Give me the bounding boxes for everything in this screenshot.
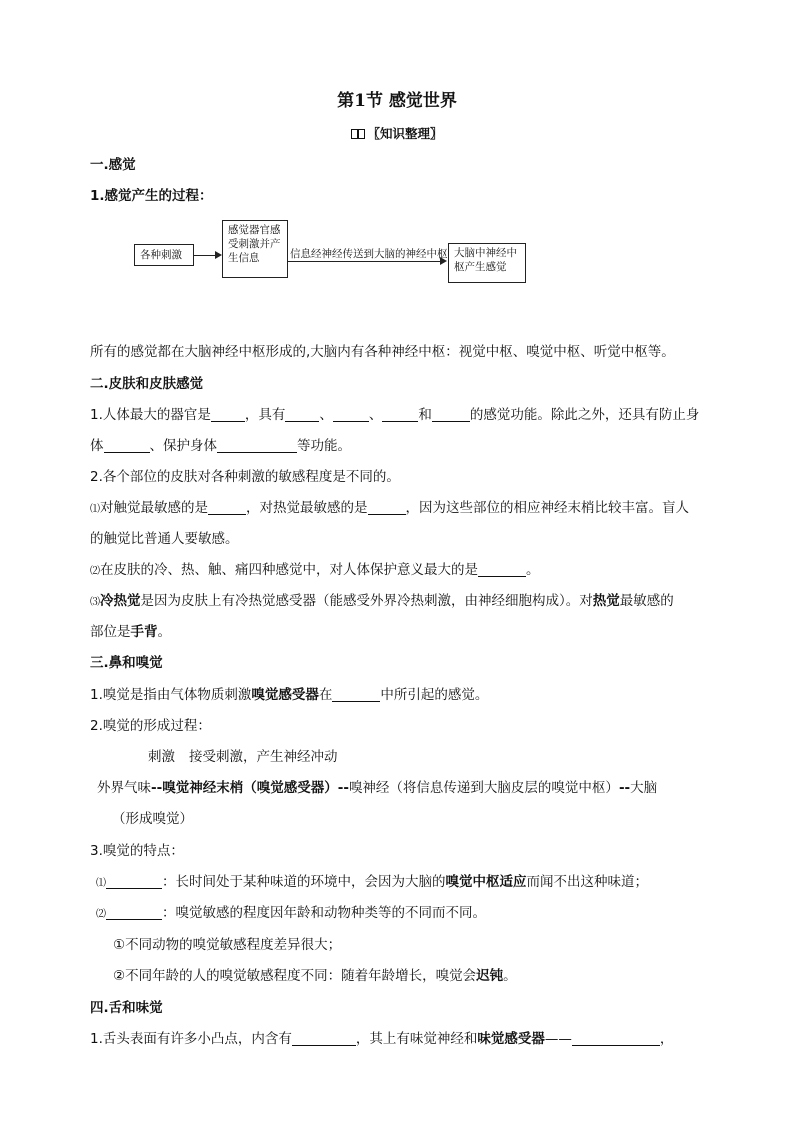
smell-q1: 1.嗅觉是指由气体物质刺激嗅觉感受器在 中所引起的感觉。	[90, 687, 489, 703]
question-1-1: 1.感觉产生的过程：	[90, 188, 213, 204]
arrow-right-icon	[215, 251, 222, 259]
flow-box-brain: 大脑中神经中枢产生感觉	[448, 243, 526, 283]
skin-q2: 2.各个部位的皮肤对各种刺激的敏感程度是不同的。	[90, 469, 400, 485]
skin-q2-1: ⑴对触觉最敏感的是 ，对热觉最敏感的是 ，因为这些部位的相应神经末梢比较丰富。盲人	[90, 500, 689, 516]
answer-blank[interactable]	[106, 874, 162, 889]
skin-q1-line2: 体 、保护身体 等功能。	[90, 438, 351, 454]
book-icon	[351, 129, 365, 139]
answer-blank[interactable]	[333, 407, 369, 422]
answer-blank[interactable]	[217, 438, 297, 453]
answer-blank[interactable]	[368, 500, 406, 515]
skin-q2-2: ⑵在皮肤的冷、热、触、痛四种感觉中，对人体保护意义最大的是 。	[90, 562, 540, 578]
arrow-right-icon	[440, 257, 447, 265]
heading-nose: 三.鼻和嗅觉	[90, 655, 163, 671]
skin-q2-1-cont: 的触觉比普通人要敏感。	[90, 531, 239, 547]
flow-box-receptor: 感觉器官感受刺激并产生信息	[222, 220, 288, 278]
answer-blank[interactable]	[572, 1031, 660, 1046]
heading-skin: 二.皮肤和皮肤感觉	[90, 376, 204, 392]
answer-blank[interactable]	[285, 407, 319, 422]
smell-q3-1: ⑴ ：长时间处于某种味道的环境中，会因为大脑的嗅觉中枢适应而闻不出这种味道；	[96, 874, 648, 890]
skin-q2-3-cont: 部位是手背。	[90, 624, 171, 640]
answer-blank[interactable]	[332, 687, 380, 702]
smell-q2: 2.嗅觉的形成过程：	[90, 718, 211, 734]
answer-blank[interactable]	[478, 562, 526, 577]
smell-q3-2-a: ①不同动物的嗅觉敏感程度差异很大；	[113, 937, 342, 953]
smell-q3-2-b: ②不同年龄的人的嗅觉敏感程度不同：随着年龄增长，嗅觉会迟钝。	[113, 968, 517, 984]
taste-q1: 1.舌头表面有许多小凸点，内含有 ，其上有味觉神经和味觉感受器—— ，	[90, 1031, 674, 1047]
flow-arrow-1	[194, 255, 216, 256]
answer-blank[interactable]	[106, 905, 162, 920]
page-title: 第1节 感觉世界	[337, 91, 457, 111]
flow-arrow-label: 信息经神经传送到大脑的神经中枢	[290, 248, 448, 260]
smell-process-end: （形成嗅觉）	[112, 811, 193, 827]
smell-process-labels: 刺激 接受刺激，产生神经冲动	[148, 749, 338, 765]
flow-box-stimuli: 各种刺激	[134, 244, 194, 266]
answer-blank[interactable]	[104, 438, 150, 453]
answer-blank[interactable]	[292, 1031, 356, 1046]
answer-blank[interactable]	[432, 407, 470, 422]
section-subtitle	[0, 124, 794, 142]
sensation-summary: 所有的感觉都在大脑神经中枢形成的,大脑内有各种神经中枢：视觉中枢、嗅觉中枢、听觉中枢等。	[90, 344, 675, 360]
smell-q3-2: ⑵ ：嗅觉敏感的程度因年龄和动物种类等的不同而不同。	[96, 905, 486, 921]
smell-process-chain: 外界气味--嗅觉神经末梢（嗅觉感受器）--嗅神经（将信息传递到大脑皮层的嗅觉中枢）--大脑	[97, 780, 658, 796]
answer-blank[interactable]	[382, 407, 418, 422]
subtitle-text: 〖知识整理〗	[367, 126, 443, 141]
answer-blank[interactable]	[208, 500, 246, 515]
answer-blank[interactable]	[211, 407, 245, 422]
heading-sensation: 一.感觉	[90, 157, 136, 173]
smell-q3: 3.嗅觉的特点：	[90, 843, 184, 859]
flow-arrow-2	[288, 261, 441, 262]
skin-q1-line1: 1.人体最大的器官是 ，具有 、 、 和 的感觉功能。除此之外，还具有防止身	[90, 407, 700, 423]
skin-q2-3: ⑶冷热觉是因为皮肤上有冷热觉感受器（能感受外界冷热刺激，由神经细胞构成）。对热觉最敏感的	[90, 593, 674, 609]
heading-tongue: 四.舌和味觉	[90, 1000, 163, 1016]
